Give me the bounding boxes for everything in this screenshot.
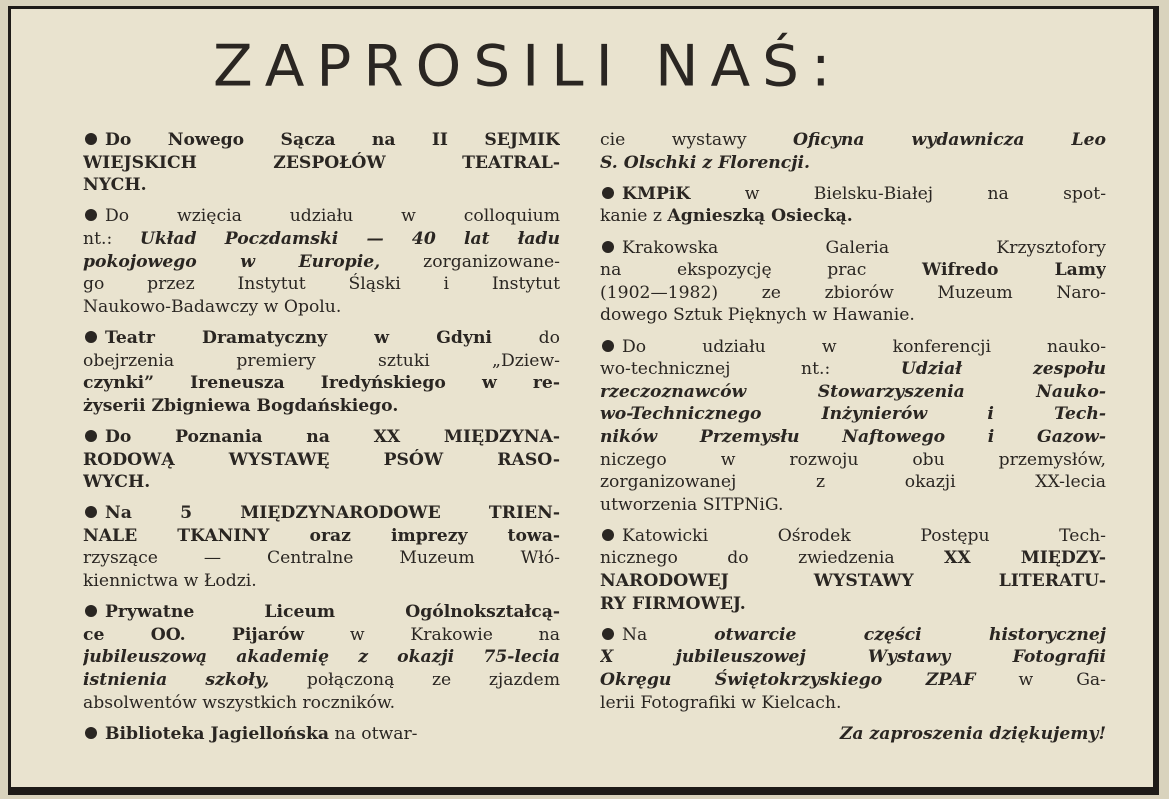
invitation-item xyxy=(600,237,1106,327)
text-segment: NALE TKANINY oraz imprezy towa- xyxy=(83,525,560,546)
text-segment: Do wzięcia udziału w colloquium xyxy=(105,206,560,227)
text-segment: Za zaproszenia dziękujemy! xyxy=(839,723,1106,744)
text-segment: nicznego do zwiedzenia xyxy=(600,548,945,569)
text-line xyxy=(83,601,560,624)
bullet-icon xyxy=(602,529,614,541)
text-line xyxy=(83,723,560,746)
text-line xyxy=(83,372,560,395)
text-line xyxy=(600,259,1106,282)
text-line xyxy=(83,646,560,669)
text-segment: żyserii Zbigniewa Bogdańskiego. xyxy=(83,395,399,416)
text-segment: otwarcie części historycznej xyxy=(714,624,1106,645)
text-segment: Do udziału w konferencji nauko- xyxy=(622,336,1106,357)
text-line xyxy=(83,395,560,418)
text-line xyxy=(83,251,560,274)
text-line xyxy=(83,426,560,449)
invitation-item xyxy=(600,336,1106,517)
text-segment: XX MIĘDZY- xyxy=(944,548,1106,569)
text-line xyxy=(600,624,1106,647)
bullet-icon xyxy=(85,506,97,518)
bullet-icon xyxy=(602,187,614,199)
text-line xyxy=(83,547,560,570)
invitation-item xyxy=(83,129,560,197)
text-segment: Udział zespołu xyxy=(900,359,1106,380)
text-segment: na ekspozycję prac xyxy=(600,260,923,281)
text-segment: NARODOWEJ WYSTAWY LITERATU- xyxy=(600,571,1106,592)
text-segment: rzyszące — Centralne Muzeum Włó- xyxy=(83,548,560,569)
text-segment: (1902—1982) ze zbiorów Muzeum Naro- xyxy=(600,282,1106,303)
text-segment: do xyxy=(491,327,560,348)
text-segment: Do Poznania na XX MIĘDZYNA- xyxy=(105,426,560,447)
text-line xyxy=(83,174,560,197)
invitation-item xyxy=(600,723,1106,746)
text-segment: Agnieszką Osiecką. xyxy=(667,206,853,227)
text-line xyxy=(83,228,560,251)
text-segment: Układ Poczdamski — 40 lat ładu xyxy=(139,228,560,249)
text-segment: kiennictwa w Łodzi. xyxy=(83,571,257,592)
text-line xyxy=(600,381,1106,404)
text-line xyxy=(600,403,1106,426)
text-segment: w Krakowie na xyxy=(304,624,560,645)
bullet-icon xyxy=(602,340,614,352)
invitation-item xyxy=(83,502,560,592)
invitation-item xyxy=(83,426,560,494)
text-line xyxy=(600,237,1106,260)
text-line xyxy=(600,282,1106,305)
text-segment: S. Olschki z Florencji. xyxy=(600,152,810,173)
invitation-item xyxy=(83,327,560,417)
text-segment: Okręgu Świętokrzyskiego ZPAF xyxy=(600,670,976,691)
text-segment: Naukowo-Badawczy w Opolu. xyxy=(83,296,342,317)
text-line xyxy=(600,358,1106,381)
text-segment: niczego w rozwoju obu przemysłów, xyxy=(600,449,1106,470)
text-segment: Wifredo Lamy xyxy=(922,260,1106,281)
text-segment: utworzenia SITPNiG. xyxy=(600,494,784,515)
bullet-icon xyxy=(85,605,97,617)
text-line xyxy=(600,449,1106,472)
text-segment: go przez Instytut Śląski i Instytut xyxy=(83,274,560,295)
text-line xyxy=(83,502,560,525)
text-line xyxy=(600,336,1106,359)
text-segment: Krakowska Galeria Krzysztofory xyxy=(622,237,1106,258)
text-segment: RY FIRMOWEJ. xyxy=(600,593,746,614)
text-line xyxy=(83,692,560,715)
text-line xyxy=(600,692,1106,715)
text-segment: ników Przemysłu Naftowego i Gazow- xyxy=(600,426,1106,447)
text-segment: obejrzenia premiery sztuki „Dziew- xyxy=(83,350,560,371)
invitation-item xyxy=(600,183,1106,228)
text-line xyxy=(600,129,1106,152)
text-segment: rzeczoznawców Stowarzyszenia Nauko- xyxy=(600,381,1106,402)
text-segment: absolwentów wszystkich roczników. xyxy=(83,692,396,713)
bullet-icon xyxy=(602,241,614,253)
text-line xyxy=(600,525,1106,548)
invitation-item xyxy=(83,205,560,318)
text-line xyxy=(600,152,1106,175)
bullet-icon xyxy=(85,331,97,343)
text-segment: Na xyxy=(622,624,715,645)
text-segment: RODOWĄ WYSTAWĘ PSÓW RASO- xyxy=(83,449,560,470)
text-segment: KMPiK xyxy=(622,183,691,204)
text-segment: zorganizowane- xyxy=(380,251,560,272)
text-segment: Katowicki Ośrodek Postępu Tech- xyxy=(622,525,1106,546)
bullet-icon xyxy=(85,209,97,221)
text-segment: cie wystawy xyxy=(600,130,793,150)
text-segment: pokojowego w Europie, xyxy=(83,251,381,272)
text-segment: dowego Sztuk Pięknych w Hawanie. xyxy=(600,305,915,326)
text-line xyxy=(83,129,560,152)
bullet-icon xyxy=(85,727,97,739)
text-segment: Na 5 MIĘDZYNARODOWE TRIEN- xyxy=(105,503,560,524)
text-segment: NYCH. xyxy=(83,175,147,196)
text-segment: nt.: xyxy=(83,228,140,249)
text-segment: ce OO. Pijarów xyxy=(83,624,305,645)
bullet-icon xyxy=(85,133,97,145)
text-line xyxy=(600,669,1106,692)
bullet-icon xyxy=(602,628,614,640)
text-segment: połączoną ze zjazdem xyxy=(269,670,560,691)
text-segment: Do Nowego Sącza na II SEJMIK xyxy=(105,130,560,150)
text-line xyxy=(83,471,560,494)
text-segment: X jubileuszowej Wystawy Fotografii xyxy=(600,647,1106,668)
text-segment: istnienia szkoły, xyxy=(83,670,270,691)
text-line xyxy=(83,350,560,373)
text-segment: wo-Technicznego Inżynierów i Tech- xyxy=(600,404,1106,425)
text-line xyxy=(83,525,560,548)
right-column xyxy=(600,129,1106,754)
text-segment: Teatr Dramatyczny w Gdyni xyxy=(105,327,492,348)
text-segment: wo-technicznej nt.: xyxy=(600,359,901,380)
text-line xyxy=(600,547,1106,570)
article-title: ZAPROSILI NAŚ: xyxy=(213,32,843,100)
text-line xyxy=(600,205,1106,228)
text-segment: czynki” Ireneusza Iredyńskiego w re- xyxy=(83,373,560,394)
invitation-item xyxy=(600,525,1106,615)
text-line xyxy=(83,205,560,228)
text-line xyxy=(600,426,1106,449)
text-line xyxy=(600,570,1106,593)
text-line xyxy=(600,304,1106,327)
text-line xyxy=(83,273,560,296)
text-segment: w Ga- xyxy=(975,670,1106,691)
text-line xyxy=(600,183,1106,206)
text-line xyxy=(600,646,1106,669)
text-segment: Oficyna wydawnicza Leo xyxy=(792,130,1106,150)
text-line xyxy=(83,570,560,593)
left-column xyxy=(83,129,560,754)
text-line xyxy=(83,296,560,319)
text-line xyxy=(83,624,560,647)
text-segment: jubileuszową akademię z okazji 75-lecia xyxy=(83,647,560,668)
invitation-item xyxy=(83,601,560,714)
text-line xyxy=(600,471,1106,494)
text-segment: zorganizowanej z okazji XX-lecia xyxy=(600,472,1106,493)
bullet-icon xyxy=(85,430,97,442)
invitation-item xyxy=(83,723,560,746)
text-segment: lerii Fotografiki w Kielcach. xyxy=(600,692,842,713)
text-line xyxy=(83,152,560,175)
text-line xyxy=(600,494,1106,517)
text-line xyxy=(83,449,560,472)
text-line xyxy=(83,327,560,350)
text-segment: WIEJSKICH ZESPOŁÓW TEATRAL- xyxy=(83,152,560,173)
text-line xyxy=(600,723,1106,746)
text-segment: na otwar- xyxy=(329,723,418,744)
text-segment: Prywatne Liceum Ogólnokształcą- xyxy=(105,602,560,623)
text-segment: Biblioteka Jagiellońska xyxy=(105,723,329,744)
text-line xyxy=(600,593,1106,616)
text-line xyxy=(83,669,560,692)
text-segment: kanie z xyxy=(600,206,668,227)
invitation-item xyxy=(600,129,1106,174)
invitation-item xyxy=(600,624,1106,714)
text-segment: WYCH. xyxy=(83,472,151,493)
text-segment: w Bielsku-Białej na spot- xyxy=(690,183,1106,204)
